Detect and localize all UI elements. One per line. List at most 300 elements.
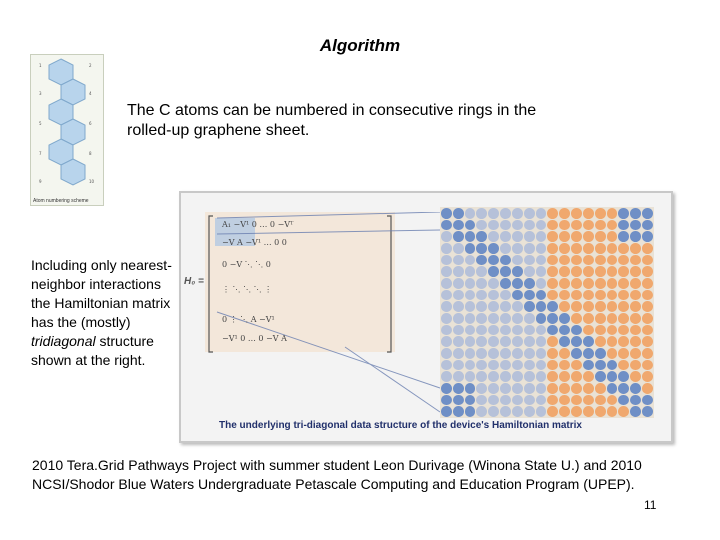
- grid-dot: [500, 371, 511, 382]
- grid-dot: [524, 360, 535, 371]
- grid-dot: [559, 278, 570, 289]
- svg-text:6: 6: [89, 121, 92, 126]
- grid-dot: [571, 243, 582, 254]
- grid-dot: [453, 336, 464, 347]
- grid-dot: [642, 301, 653, 312]
- grid-dot: [476, 231, 487, 242]
- matrix-entry: −V¹ 0 … 0 −V A: [222, 334, 287, 343]
- svg-text:1: 1: [39, 63, 42, 68]
- grid-dot: [476, 290, 487, 301]
- grid-dot: [524, 383, 535, 394]
- grid-dot: [536, 395, 547, 406]
- figure-caption: The underlying tri-diagonal data structure of the device's Hamiltonian matrix: [219, 420, 582, 431]
- grid-dot: [642, 278, 653, 289]
- grid-dot: [465, 243, 476, 254]
- grid-dot: [465, 360, 476, 371]
- grid-dot: [630, 255, 641, 266]
- grid-dot: [583, 208, 594, 219]
- grid-dot: [642, 243, 653, 254]
- grid-dot: [618, 383, 629, 394]
- grid-dot: [512, 313, 523, 324]
- grid-dot: [618, 336, 629, 347]
- grid-dot: [583, 336, 594, 347]
- grid-dot: [559, 290, 570, 301]
- grid-dot: [524, 208, 535, 219]
- grid-dot: [465, 231, 476, 242]
- grid-dot: [618, 231, 629, 242]
- grid-dot: [607, 383, 618, 394]
- grid-dot: [642, 395, 653, 406]
- grid-dot: [512, 208, 523, 219]
- grid-dot: [488, 243, 499, 254]
- grid-dot: [583, 313, 594, 324]
- grid-dot: [607, 208, 618, 219]
- grid-dot: [488, 348, 499, 359]
- grid-dot: [476, 325, 487, 336]
- grid-dot: [547, 231, 558, 242]
- grid-dot: [630, 278, 641, 289]
- grid-dot: [476, 360, 487, 371]
- grid-dot: [630, 406, 641, 417]
- grid-dot: [476, 348, 487, 359]
- grid-dot: [618, 371, 629, 382]
- grid-dot: [476, 336, 487, 347]
- grid-dot: [630, 243, 641, 254]
- grid-dot: [465, 278, 476, 289]
- grid-dot: [476, 395, 487, 406]
- grid-dot: [512, 336, 523, 347]
- grid-dot: [488, 383, 499, 394]
- grid-dot: [618, 313, 629, 324]
- grid-dot: [583, 255, 594, 266]
- grid-dot: [441, 360, 452, 371]
- grid-dot: [559, 255, 570, 266]
- grid-dot: [453, 290, 464, 301]
- grid-dot: [583, 278, 594, 289]
- grid-dot: [512, 243, 523, 254]
- grid-dot: [500, 255, 511, 266]
- grid-dot: [571, 278, 582, 289]
- grid-dot: [630, 336, 641, 347]
- grid-dot: [488, 301, 499, 312]
- grid-dot: [500, 231, 511, 242]
- grid-dot: [559, 395, 570, 406]
- grid-dot: [595, 395, 606, 406]
- grid-dot: [465, 220, 476, 231]
- grid-dot: [571, 406, 582, 417]
- grid-dot: [630, 395, 641, 406]
- grid-dot: [595, 325, 606, 336]
- grid-dot: [547, 336, 558, 347]
- grid-dot: [453, 301, 464, 312]
- grid-dot: [441, 348, 452, 359]
- intro-paragraph: The C atoms can be numbered in consecutive rings in the rolled-up graphene sheet.: [127, 102, 537, 139]
- grid-dot: [630, 360, 641, 371]
- grid-dot: [571, 395, 582, 406]
- grid-dot: [547, 371, 558, 382]
- grid-dot: [488, 395, 499, 406]
- grid-dot: [536, 243, 547, 254]
- grid-dot: [618, 220, 629, 231]
- grid-dot: [500, 395, 511, 406]
- grid-dot: [618, 243, 629, 254]
- grid-dot: [536, 278, 547, 289]
- grid-dot: [547, 208, 558, 219]
- grid-dot: [512, 290, 523, 301]
- grid-dot: [571, 255, 582, 266]
- grid-dot: [607, 406, 618, 417]
- grid-dot: [536, 255, 547, 266]
- grid-dot: [524, 395, 535, 406]
- grid-dot: [453, 395, 464, 406]
- grid-dot: [642, 371, 653, 382]
- grid-dot: [453, 313, 464, 324]
- grid-dot: [453, 208, 464, 219]
- grid-dot: [630, 383, 641, 394]
- grid-dot: [500, 243, 511, 254]
- grid-dot: [547, 406, 558, 417]
- grid-dot: [512, 220, 523, 231]
- grid-dot: [488, 220, 499, 231]
- grid-dot: [607, 231, 618, 242]
- grid-dot: [607, 255, 618, 266]
- grid-dot: [453, 325, 464, 336]
- grid-dot: [595, 290, 606, 301]
- grid-dot: [607, 325, 618, 336]
- svg-text:8: 8: [89, 151, 92, 156]
- grid-dot: [595, 278, 606, 289]
- grid-dot: [488, 208, 499, 219]
- grid-dot: [441, 301, 452, 312]
- grid-dot: [607, 336, 618, 347]
- grid-dot: [524, 278, 535, 289]
- grid-dot: [476, 383, 487, 394]
- grid-dot: [595, 266, 606, 277]
- grid-dot: [524, 290, 535, 301]
- grid-dot: [583, 231, 594, 242]
- grid-dot: [453, 371, 464, 382]
- grid-dot: [630, 313, 641, 324]
- grid-dot: [618, 360, 629, 371]
- grid-dot: [453, 406, 464, 417]
- grid-dot: [500, 290, 511, 301]
- grid-dot: [536, 220, 547, 231]
- grid-dot: [547, 243, 558, 254]
- grid-dot: [595, 301, 606, 312]
- grid-dot: [453, 360, 464, 371]
- grid-dot: [453, 348, 464, 359]
- grid-dot: [500, 336, 511, 347]
- grid-dot: [583, 360, 594, 371]
- grid-dot: [547, 360, 558, 371]
- grid-dot: [595, 406, 606, 417]
- grid-dot: [476, 313, 487, 324]
- grid-dot: [476, 266, 487, 277]
- grid-dot: [595, 255, 606, 266]
- grid-dot: [465, 208, 476, 219]
- grid-dot: [465, 301, 476, 312]
- atom-numbering-thumbnail: [30, 54, 104, 206]
- grid-dot: [500, 313, 511, 324]
- grid-dot: [453, 231, 464, 242]
- grid-dot: [630, 371, 641, 382]
- grid-dot: [559, 348, 570, 359]
- grid-dot: [536, 290, 547, 301]
- grid-dot: [536, 406, 547, 417]
- grid-dot: [595, 348, 606, 359]
- grid-dot: [465, 348, 476, 359]
- grid-dot: [524, 266, 535, 277]
- footer-credit: 2010 Tera.Grid Pathways Project with summer student Leon Durivage (Winona State U.) and 2010 NCSI/Shodor Blue Waters Undergraduate Petascale Computing and Education Program (UPEP).: [32, 457, 642, 492]
- grid-dot: [476, 278, 487, 289]
- grid-dot: [524, 255, 535, 266]
- grid-dot: [618, 208, 629, 219]
- grid-dot: [441, 255, 452, 266]
- grid-dot: [607, 243, 618, 254]
- grid-dot: [500, 208, 511, 219]
- grid-dot: [607, 313, 618, 324]
- matrix-entry: 0 −V ⋱ ⋱ 0: [222, 260, 271, 269]
- grid-dot: [512, 395, 523, 406]
- grid-dot: [500, 383, 511, 394]
- grid-dot: [630, 220, 641, 231]
- grid-dot: [465, 395, 476, 406]
- grid-dot: [441, 208, 452, 219]
- grid-dot: [536, 325, 547, 336]
- grid-dot: [453, 278, 464, 289]
- grid-dot: [571, 220, 582, 231]
- slide-title: Algorithm: [319, 36, 401, 55]
- grid-dot: [583, 243, 594, 254]
- grid-dot: [630, 301, 641, 312]
- grid-dot: [571, 383, 582, 394]
- grid-dot: [536, 266, 547, 277]
- grid-dot: [536, 231, 547, 242]
- grid-dot: [441, 266, 452, 277]
- matrix-label: H₀ =: [184, 276, 204, 287]
- grid-dot: [512, 371, 523, 382]
- grid-dot: [642, 360, 653, 371]
- grid-dot: [476, 255, 487, 266]
- grid-dot: [465, 266, 476, 277]
- grid-dot: [441, 231, 452, 242]
- grid-dot: [500, 278, 511, 289]
- svg-text:5: 5: [39, 121, 42, 126]
- grid-dot: [559, 301, 570, 312]
- grid-dot: [465, 255, 476, 266]
- grid-dot: [512, 348, 523, 359]
- side-text-start: Including only nearest-neighbor interactions the Hamiltonian matrix has the (mostly): [31, 257, 172, 330]
- grid-dot: [453, 255, 464, 266]
- grid-dot: [630, 325, 641, 336]
- grid-dot: [536, 360, 547, 371]
- grid-dot: [559, 383, 570, 394]
- grid-dot: [547, 325, 558, 336]
- hamiltonian-description: [31, 256, 181, 370]
- grid-dot: [465, 336, 476, 347]
- grid-dot: [595, 231, 606, 242]
- grid-dot: [618, 255, 629, 266]
- grid-dot: [547, 313, 558, 324]
- grid-dot: [488, 325, 499, 336]
- grid-dot: [595, 383, 606, 394]
- grid-dot: [642, 406, 653, 417]
- grid-dot: [512, 383, 523, 394]
- grid-dot: [547, 301, 558, 312]
- grid-dot: [642, 255, 653, 266]
- grid-dot: [595, 313, 606, 324]
- grid-dot: [500, 406, 511, 417]
- grid-dot: [642, 208, 653, 219]
- grid-dot: [512, 360, 523, 371]
- grid-dot: [559, 371, 570, 382]
- grid-dot: [583, 383, 594, 394]
- svg-text:4: 4: [89, 91, 92, 96]
- grid-dot: [571, 231, 582, 242]
- grid-dot: [547, 266, 558, 277]
- grid-dot: [488, 278, 499, 289]
- grid-dot: [595, 371, 606, 382]
- grid-dot: [524, 336, 535, 347]
- grid-dot: [583, 371, 594, 382]
- grid-dot: [559, 243, 570, 254]
- grid-dot: [441, 406, 452, 417]
- grid-dot: [524, 243, 535, 254]
- grid-dot: [476, 371, 487, 382]
- grid-dot: [476, 220, 487, 231]
- grid-dot: [453, 220, 464, 231]
- grid-dot: [524, 301, 535, 312]
- grid-dot: [476, 208, 487, 219]
- grid-dot: [595, 360, 606, 371]
- grid-dot: [441, 220, 452, 231]
- grid-dot: [618, 325, 629, 336]
- grid-dot: [618, 395, 629, 406]
- grid-dot: [571, 371, 582, 382]
- grid-dot: [500, 301, 511, 312]
- grid-dot: [441, 325, 452, 336]
- grid-dot: [453, 383, 464, 394]
- grid-dot: [524, 325, 535, 336]
- grid-dot: [642, 336, 653, 347]
- grid-dot: [524, 220, 535, 231]
- grid-dot: [536, 208, 547, 219]
- grid-dot: [595, 208, 606, 219]
- grid-dot: [465, 325, 476, 336]
- grid-dot: [595, 220, 606, 231]
- grid-dot: [500, 360, 511, 371]
- grid-dot: [488, 371, 499, 382]
- grid-dot: [571, 313, 582, 324]
- side-text-end: structure shown at the right.: [31, 333, 154, 368]
- matrix-entry: ⋮ ⋱ ⋱ ⋱ ⋮: [222, 285, 273, 294]
- grid-dot: [441, 371, 452, 382]
- grid-dot: [536, 383, 547, 394]
- grid-dot: [441, 395, 452, 406]
- grid-dot: [571, 325, 582, 336]
- grid-dot: [607, 220, 618, 231]
- grid-dot: [524, 313, 535, 324]
- grid-dot: [571, 208, 582, 219]
- grid-dot: [571, 266, 582, 277]
- grid-dot: [488, 360, 499, 371]
- matrix-entry: A₁ −V¹ 0 … 0 −Vᵀ: [222, 220, 294, 229]
- grid-dot: [642, 220, 653, 231]
- svg-text:7: 7: [39, 151, 42, 156]
- grid-dot: [583, 348, 594, 359]
- grid-dot: [453, 266, 464, 277]
- grid-dot: [441, 336, 452, 347]
- grid-dot: [536, 301, 547, 312]
- grid-dot: [559, 360, 570, 371]
- grid-dot: [607, 395, 618, 406]
- grid-dot: [488, 406, 499, 417]
- grid-dot: [512, 278, 523, 289]
- grid-dot: [453, 243, 464, 254]
- side-text-emphasis: tridiagonal: [31, 333, 96, 349]
- grid-dot: [642, 290, 653, 301]
- grid-dot: [476, 243, 487, 254]
- grid-dot: [488, 290, 499, 301]
- grid-dot: [618, 278, 629, 289]
- grid-dot: [630, 290, 641, 301]
- grid-dot: [536, 336, 547, 347]
- grid-dot: [465, 290, 476, 301]
- grid-dot: [536, 313, 547, 324]
- grid-dot: [465, 383, 476, 394]
- grid-dot: [547, 290, 558, 301]
- grid-dot: [547, 348, 558, 359]
- grid-dot: [559, 313, 570, 324]
- grid-dot: [547, 255, 558, 266]
- grid-dot: [559, 406, 570, 417]
- grid-dot: [559, 231, 570, 242]
- grid-dot: [441, 383, 452, 394]
- grid-dot: [618, 266, 629, 277]
- grid-dot: [441, 243, 452, 254]
- grid-dot: [500, 348, 511, 359]
- grid-dot: [630, 266, 641, 277]
- grid-dot: [618, 301, 629, 312]
- grid-dot: [583, 325, 594, 336]
- grid-dot: [607, 266, 618, 277]
- grid-dot: [571, 301, 582, 312]
- grid-dot: [547, 383, 558, 394]
- grid-dot: [536, 348, 547, 359]
- grid-dot: [441, 313, 452, 324]
- grid-dot: [595, 243, 606, 254]
- grid-dot: [465, 313, 476, 324]
- grid-dot: [642, 231, 653, 242]
- matrix-entry: −V A −V¹ … 0 0: [222, 238, 287, 247]
- grid-dot: [441, 278, 452, 289]
- grid-dot: [536, 371, 547, 382]
- grid-dot: [583, 266, 594, 277]
- grid-dot: [441, 290, 452, 301]
- grid-dot: [512, 231, 523, 242]
- grid-dot: [571, 290, 582, 301]
- grid-dot: [465, 406, 476, 417]
- grid-dot: [583, 395, 594, 406]
- grid-dot: [559, 325, 570, 336]
- svg-text:9: 9: [39, 179, 42, 184]
- page-number: 11: [644, 498, 657, 512]
- grid-dot: [642, 266, 653, 277]
- svg-text:10: 10: [89, 179, 95, 184]
- svg-text:2: 2: [89, 63, 92, 68]
- grid-dot: [488, 336, 499, 347]
- grid-dot: [583, 290, 594, 301]
